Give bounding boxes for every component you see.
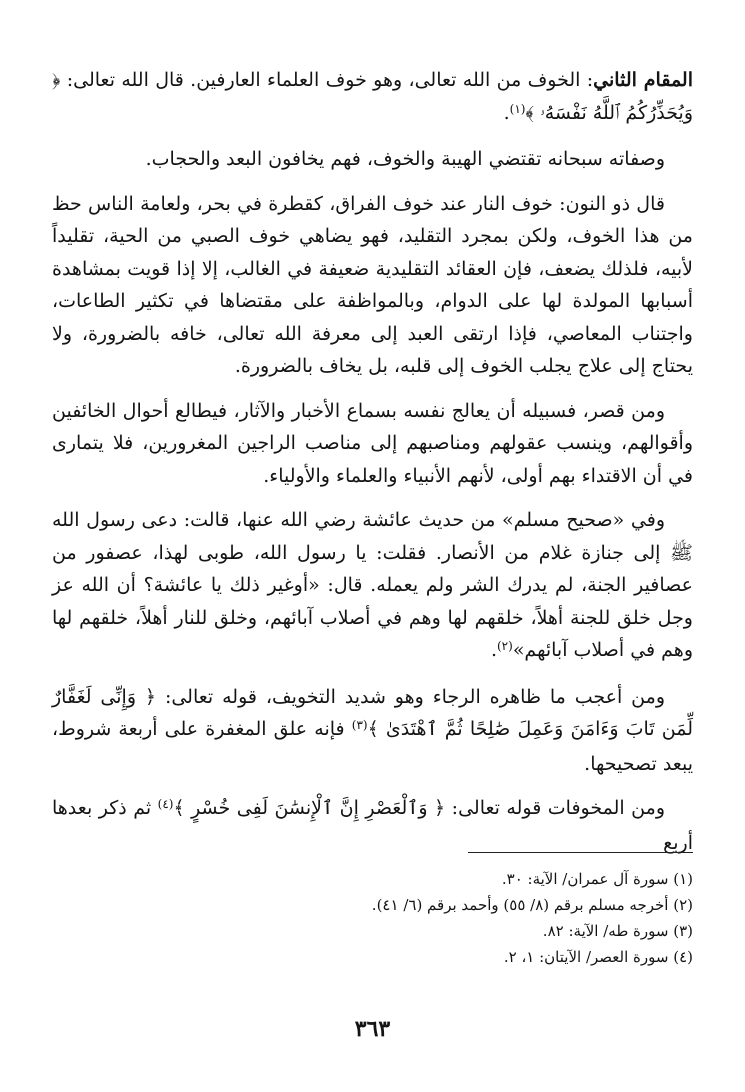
paragraph-text: قال ذو النون: خوف النار عند خوف الفراق، كقطرة في بحر، ولعامة الناس حظ من هذا الخوف، ولكن بمجرد التقليد، فهو يضاهي خوف الصبي من الحية، تقليداً لأبيه، فلذلك يضعف، فإن العقائد التقليدية ضعيفة في الغالب، إلا إذا قويت بمشاهدة أسبابها المولدة لها على الدوام، وبالمواظفة على مقتضاها في تكثير الطاعات، واجتناب المعاصي، فإذا ارتقى العبد إلى معرفة الله تعالى، خافه بالضرورة، ولا يحتاج إلى علاج يجلب الخوف إلى قلبه، بل يخاف بالضرورة.	[52, 192, 693, 377]
paragraph-text: وصفاته سبحانه تقتضي الهيبة والخوف، فهم يخافون البعد والحجاب.	[145, 148, 665, 170]
footnote-ref: (٤)	[157, 797, 174, 811]
paragraph-tail: فإنه علق المغفرة على أربعة شروط، يبعد تصحيحها.	[52, 718, 693, 775]
paragraph-5	[52, 504, 693, 669]
page-number: ٣٦٣	[354, 1016, 391, 1042]
paragraph-3	[52, 188, 693, 383]
paragraph-text: ومن قصر، فسبيله أن يعالج نفسه بسماع الأخبار والآثار، فيطالع أحوال الخائفين وأقوالهم، وينسب عقولهم ومناصبهم إلى مناصب الراجين المغرورين، فلا يتمارى في أن الاقتداء بهم أولى، لأنهم الأنبياء والعلماء والأولياء.	[52, 399, 693, 487]
paragraph-tail: .	[503, 101, 510, 124]
main-text	[52, 64, 693, 871]
paragraph-6	[52, 681, 693, 781]
footnote-4: (٤) سورة العصر/ الآيتان: ١، ٢.	[503, 948, 693, 966]
quran-verse: ﴿ وَإِنِّى لَغَفَّارٌ لِّمَن تَابَ وَءَامَنَ وَعَمِلَ صَٰلِحًا ثُمَّ ٱهْتَدَىٰ ﴾	[52, 685, 693, 740]
paragraph-text: وفي «صحيح مسلم» من حديث عائشة رضي الله عنها، قالت: دعى رسول الله ﷺ إلى جنازة غلام من الأنصار. فقلت: يا رسول الله، طوبى لهذا، عصفور من عصافير الجنة، لم يدرك الشر ولم يعمله. قال: «أوغير ذلك يا عائشة؟ أن الله عز وجل خلق للجنة أهلاً، خلقهم لها وهم في أصلاب آبائهم، وخلق للنار أهلاً، خلقهم لها وهم في أصلاب آبائهم»	[52, 509, 693, 661]
quran-verse: ﴿ وَيُحَذِّرُكُمُ ٱللَّهُ نَفْسَهُۥ ﴾	[52, 69, 693, 124]
footnotes	[52, 866, 693, 970]
footnote-1: (١) سورة آل عمران/ الآية: ٣٠.	[501, 870, 693, 888]
paragraph-text: ومن أعجب ما ظاهره الرجاء وهو شديد التخويف، قوله تعالى:	[156, 685, 665, 708]
footnote-ref: (٣)	[351, 718, 368, 732]
section-lead: المقام الثاني	[593, 69, 693, 91]
footnote-2: (٢) أخرجه مسلم برقم (٨/ ٥٥) وأحمد برقم (٦/ ٤١).	[371, 896, 693, 914]
paragraph-tail: .	[490, 639, 497, 661]
paragraph-7	[52, 792, 693, 859]
paragraph-1	[52, 64, 693, 131]
paragraph-text: : الخوف من الله تعالى، وهو خوف العلماء العارفين. قال الله تعالى:	[60, 69, 594, 91]
paragraph-2	[52, 143, 693, 176]
footnote-ref: (١)	[509, 101, 526, 116]
paragraph-tail: ثم ذكر بعدها أربع	[52, 797, 693, 854]
quran-verse: ﴿ وَٱلْعَصْرِ إِنَّ ٱلْإِنسَٰنَ لَفِى خُسْرٍ ﴾	[173, 797, 446, 819]
footnote-3: (٣) سورة طه/ الآية: ٨٢.	[542, 922, 693, 940]
paragraph-text: ومن المخوفات قوله تعالى:	[445, 797, 665, 819]
footnote-divider	[468, 852, 693, 853]
footnote-ref: (٢)	[496, 639, 513, 653]
paragraph-4	[52, 395, 693, 493]
